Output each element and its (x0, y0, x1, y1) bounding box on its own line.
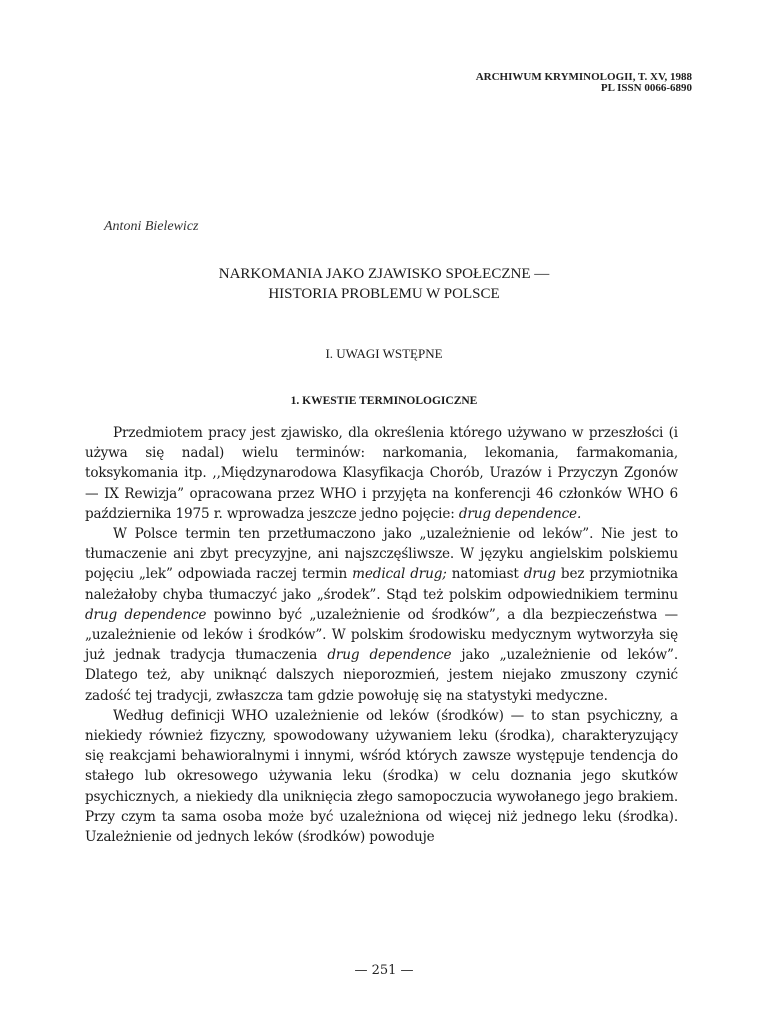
body-paragraph (85, 423, 678, 524)
text-run: Przedmiotem pracy jest zjawisko, dla określenia którego używano w przeszłości (i używa się nadal) wielu terminów: narkomania, lekomania, farmakomania, toksykomania itp. ,,Międzynarodowa Klasyfikacja Chorób, Urazów i Przyczyn Zgonów — IX Rewizja” opracowana przez WHO i przyjęta na konferencji 46 członków WHO 6 października 1975 r. wprowadza jeszcze jedno pojęcie: (85, 425, 678, 522)
text-run: natomiast (446, 566, 524, 583)
journal-header (476, 72, 692, 94)
body-paragraph (85, 524, 678, 706)
italic-term: drug (523, 566, 556, 583)
issn-number: PL ISSN 0066-6890 (600, 82, 692, 94)
text-run: W Polsce termin ten przetłumaczono jako „uzależnienie od leków”. Nie jest to tłumaczenie ani zbyt precyzyjne, ani najszczęśliwsze. W języku angielskim polskiemu pojęciu „lek” odpowiada raczej termin (85, 526, 678, 583)
italic-term: drug dependence. (458, 505, 582, 522)
article-title-line-1: NARKOMANIA JAKO ZJAWISKO SPOŁECZNE — (218, 266, 550, 282)
body-paragraph (85, 706, 678, 847)
text-run: powinno być „uzależnienie od środków”, a dla bezpieczeństwa — „uzależnienie od leków i środków”. W polskim środowisku medycznym wytworzyła się już jednak tradycja tłumaczenia (85, 606, 678, 664)
section-heading: I. UWAGI WSTĘPNE (325, 346, 443, 361)
text-run: Według definicji WHO uzależnienie od leków (środków) — to stan psychiczny, a niekiedy również fizyczny, spowodowany używaniem leku (środka), charakteryzujący się reakcjami behawioralnymi i innymi, wśród których zawsze występuje tendencja do stałego lub okresowego używania leku (środka) w celu doznania jego skutków psychicznych, a niekiedy dla uniknięcia złego samopoczucia wywołanego jego brakiem. Przy czym ta sama osoba może być uzależniona od więcej niż jednego leku (środka). Uzależnienie od jednych leków (środków) powoduje (85, 707, 678, 846)
italic-term: drug dependence (85, 606, 207, 623)
article-title (84, 264, 684, 304)
article-author: Antoni Bielewicz (104, 219, 199, 234)
italic-term: drug dependence (327, 647, 452, 664)
italic-term: medical drug; (352, 566, 447, 583)
subsection-heading: 1. KWESTIE TERMINOLOGICZNE (290, 395, 478, 407)
page-number: — 251 — (354, 963, 414, 978)
text-run: bez przymiotnika należałoby chyba tłumaczyć jako „środek”. Stąd też polskim odpowiednikiem terminu (85, 566, 678, 603)
journal-citation: ARCHIWUM KRYMINOLOGII, T. XV, 1988 (475, 71, 692, 83)
text-run: jako „uzależnienie od leków”. Dlatego też, aby uniknąć dalszych nieporozmień, jestem niejako zmuszony czynić zadość tej tradycji, zwłaszcza tam gdzie powołuję się na statystyki medyczne. (85, 647, 679, 704)
article-title-line-2: HISTORIA PROBLEMU W POLSCE (268, 286, 500, 302)
article-body (85, 423, 678, 847)
